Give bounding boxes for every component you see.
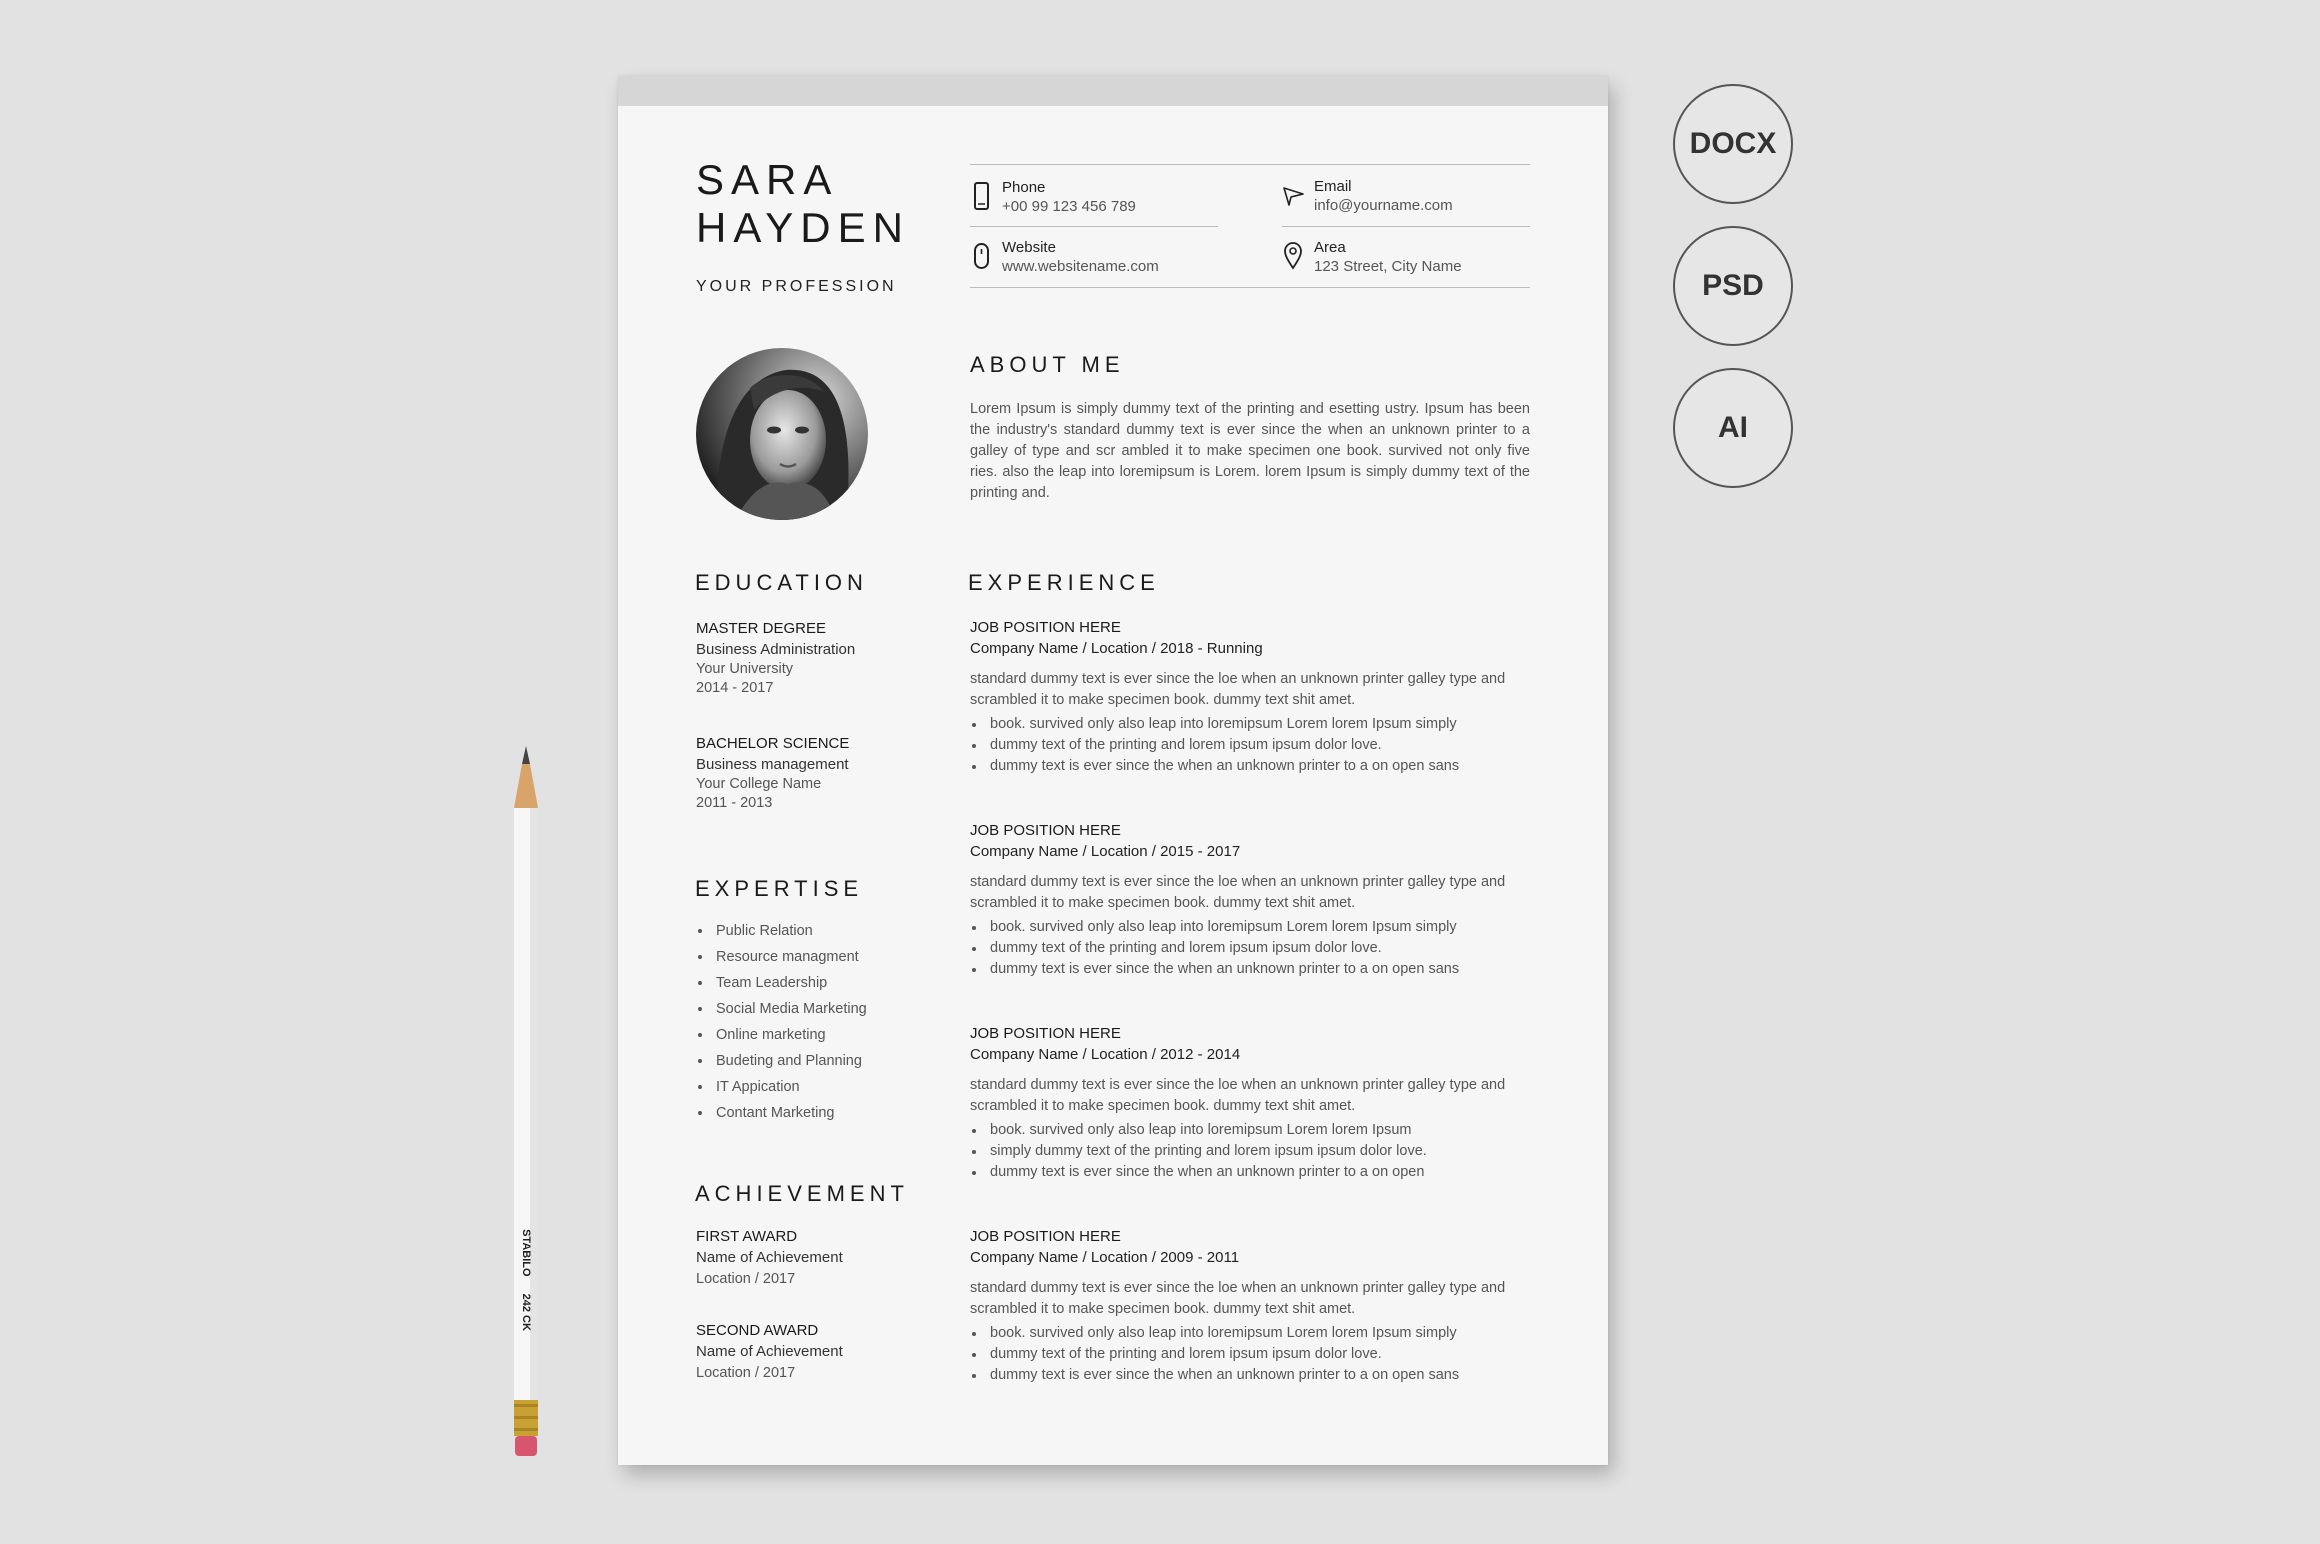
job-company: Company Name / Location / 2012 - 2014 — [970, 1046, 1241, 1063]
profile-photo — [696, 348, 868, 520]
website-value: www.websitename.com — [1002, 258, 1159, 275]
job-position: JOB POSITION HERE — [970, 822, 1121, 839]
phone-icon — [970, 181, 992, 211]
list-item: dummy text is ever since the when an unknown printer to a on open — [970, 1162, 1530, 1183]
job-bullets — [970, 917, 1530, 980]
list-item: Online marketing — [696, 1022, 867, 1048]
contact-area — [1282, 238, 1462, 276]
location-pin-icon — [1282, 241, 1304, 271]
pencil-brand: STABILO — [520, 1229, 533, 1277]
experience-title: EXPERIENCE — [968, 570, 1160, 595]
school: Your College Name — [696, 776, 822, 792]
list-item: dummy text of the printing and lorem ipsum ipsum dolor love. — [970, 1344, 1530, 1365]
list-item: Public Relation — [696, 918, 867, 944]
field: Business management — [696, 756, 849, 773]
education-title: EDUCATION — [695, 570, 868, 595]
achievement-item — [696, 1320, 843, 1383]
area-value: 123 Street, City Name — [1314, 258, 1462, 275]
job-entry — [970, 820, 1530, 980]
field: Business Administration — [696, 641, 856, 658]
page-header-bar — [618, 76, 1608, 106]
job-description: standard dummy text is ever since the loe when an unknown printer galley type and scrambled it to make specimen book. dummy text shit amet. — [970, 1280, 1506, 1317]
about-title: ABOUT ME — [970, 352, 1125, 377]
job-position: JOB POSITION HERE — [970, 619, 1121, 636]
achievement-title: ACHIEVEMENT — [695, 1181, 909, 1206]
degree: MASTER DEGREE — [696, 620, 827, 637]
phone-value: +00 99 123 456 789 — [1002, 198, 1136, 215]
job-company: Company Name / Location / 2018 - Running — [970, 640, 1263, 657]
last-name: HAYDEN — [696, 204, 910, 251]
job-bullets — [970, 1323, 1530, 1386]
mouse-icon — [970, 241, 992, 271]
phone-label: Phone — [1002, 179, 1046, 196]
list-item: book. survived only also leap into loremipsum Lorem lorem Ipsum simply — [970, 1323, 1530, 1344]
list-item: Social Media Marketing — [696, 996, 867, 1022]
years: 2011 - 2013 — [696, 795, 773, 811]
school: Your University — [696, 661, 793, 677]
job-position: JOB POSITION HERE — [970, 1228, 1121, 1245]
contact-divider — [970, 226, 1218, 227]
contact-divider — [1282, 226, 1530, 227]
list-item: dummy text of the printing and lorem ipsum ipsum dolor love. — [970, 938, 1530, 959]
expertise-list — [696, 918, 867, 1126]
list-item: dummy text is ever since the when an unknown printer to a on open sans — [970, 959, 1530, 980]
list-item: dummy text is ever since the when an unknown printer to a on open sans — [970, 1365, 1530, 1386]
degree: BACHELOR SCIENCE — [696, 735, 850, 752]
docx-badge: DOCX — [1673, 84, 1793, 204]
award-title: SECOND AWARD — [696, 1322, 819, 1339]
achievement-item — [696, 1226, 843, 1289]
list-item: Team Leadership — [696, 970, 867, 996]
award-location: Location / 2017 — [696, 1271, 796, 1287]
job-description: standard dummy text is ever since the loe when an unknown printer galley type and scrambled it to make specimen book. dummy text shit amet. — [970, 1077, 1506, 1114]
list-item: dummy text is ever since the when an unknown printer to a on open sans — [970, 756, 1530, 777]
contact-email — [1282, 177, 1453, 215]
award-location: Location / 2017 — [696, 1365, 796, 1381]
pencil — [505, 740, 547, 1480]
education-item — [696, 733, 849, 813]
list-item: Budeting and Planning — [696, 1048, 867, 1074]
list-item: Contant Marketing — [696, 1100, 867, 1126]
list-item: book. survived only also leap into loremipsum Lorem lorem Ipsum simply — [970, 714, 1530, 735]
list-item: simply dummy text of the printing and lorem ipsum ipsum dolor love. — [970, 1141, 1530, 1162]
list-item: dummy text of the printing and lorem ipsum ipsum dolor love. — [970, 735, 1530, 756]
list-item: Resource managment — [696, 944, 867, 970]
award-name: Name of Achievement — [696, 1249, 843, 1266]
job-company: Company Name / Location / 2009 - 2011 — [970, 1249, 1240, 1266]
job-bullets — [970, 1120, 1530, 1183]
pencil-model: 242 CK — [520, 1293, 533, 1331]
award-name: Name of Achievement — [696, 1343, 843, 1360]
job-entry — [970, 617, 1530, 777]
profession: YOUR PROFESSION — [696, 278, 897, 295]
area-label: Area — [1314, 239, 1346, 256]
paper-plane-icon — [1282, 180, 1304, 210]
expertise-title: EXPERTISE — [695, 876, 864, 901]
contact-phone — [970, 178, 1136, 216]
job-position: JOB POSITION HERE — [970, 1025, 1121, 1042]
years: 2014 - 2017 — [696, 680, 774, 696]
ai-badge: AI — [1673, 368, 1793, 488]
person-name — [696, 156, 910, 252]
website-label: Website — [1002, 239, 1056, 256]
contact-divider — [970, 287, 1530, 288]
job-entry — [970, 1226, 1530, 1386]
job-entry — [970, 1023, 1530, 1183]
education-item — [696, 618, 855, 698]
resume-page — [618, 76, 1608, 1465]
list-item: book. survived only also leap into loremipsum Lorem lorem Ipsum — [970, 1120, 1530, 1141]
job-bullets — [970, 714, 1530, 777]
award-title: FIRST AWARD — [696, 1228, 798, 1245]
job-description: standard dummy text is ever since the loe when an unknown printer galley type and scrambled it to make specimen book. dummy text shit amet. — [970, 874, 1506, 911]
contact-website — [970, 238, 1159, 276]
list-item: IT Appication — [696, 1074, 867, 1100]
psd-badge: PSD — [1673, 226, 1793, 346]
job-company: Company Name / Location / 2015 - 2017 — [970, 843, 1241, 860]
first-name: SARA — [696, 156, 839, 203]
list-item: book. survived only also leap into loremipsum Lorem lorem Ipsum simply — [970, 917, 1530, 938]
email-value: info@yourname.com — [1314, 197, 1453, 214]
contact-divider — [970, 164, 1530, 165]
email-label: Email — [1314, 178, 1352, 195]
about-text: Lorem Ipsum is simply dummy text of the printing and esetting ustry. Ipsum has been the industry's standard dummy text is ever since the when an unknown printer to a galley of type and scr ambled it to make specimen one book. survived not only five ries. also the leap into loremipsum is Lorem. lorem Ipsum is simply dummy text of the printing and. — [970, 401, 1530, 501]
job-description: standard dummy text is ever since the loe when an unknown printer galley type and scrambled it to make specimen book. dummy text shit amet. — [970, 671, 1506, 708]
